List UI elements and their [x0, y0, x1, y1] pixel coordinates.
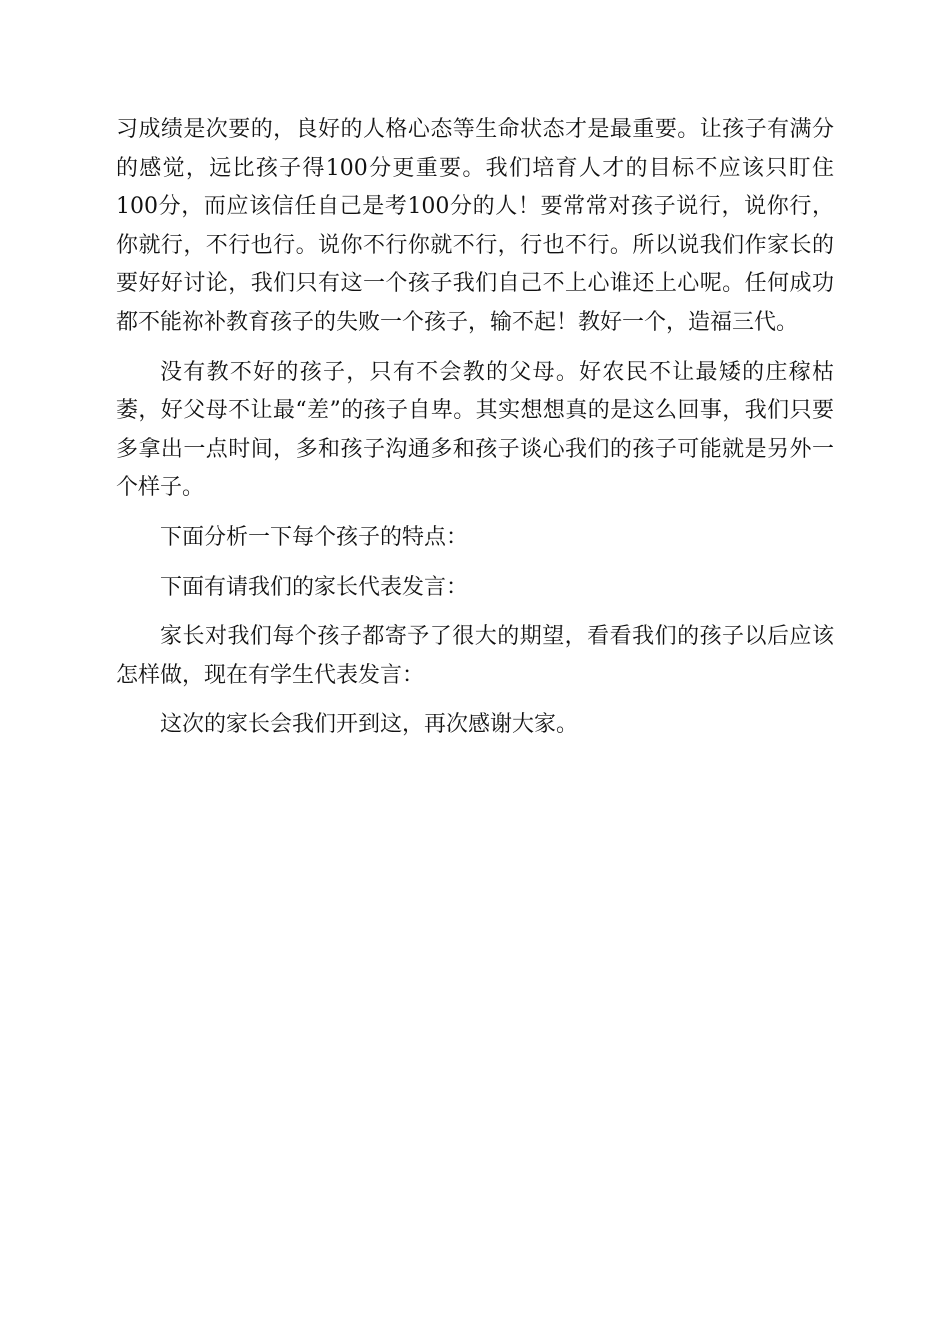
paragraph: 没有教不好的孩子，只有不会教的父母。好农民不让最矮的庄稼枯萎，好父母不让最“差”的孩子自卑。其实想想真的是这么回事，我们只要多拿出一点时间，多和孩子沟通多和孩子谈心我们的孩子可能就是另外一个样子。: [116, 359, 834, 501]
paragraph: 这次的家长会我们开到这，再次感谢大家。: [160, 712, 579, 738]
paragraph: 家长对我们每个孩子都寄予了很大的期望，看看我们的孩子以后应该怎样做，现在有学生代表发言：: [116, 624, 834, 688]
document-body: [116, 111, 834, 756]
paragraph: 下面有请我们的家长代表发言：: [160, 574, 469, 600]
paragraph: 下面分析一下每个孩子的特点：: [160, 524, 469, 550]
paragraph-continued: 习成绩是次要的，良好的人格心态等生命状态才是最重要。让孩子有满分的感觉，远比孩子得100分更重要。我们培育人才的目标不应该只盯住100分，而应该信任自己是考100分的人！要常常对孩子说行，说你行，你就行，不行也行。说你不行你就不行，行也不行。所以说我们作家长的要好好讨论，我们只有这一个孩子我们自己不上心谁还上心呢。任何成功都不能祢补教育孩子的失败一个孩子，输不起！教好一个，造福三代。: [116, 117, 834, 335]
